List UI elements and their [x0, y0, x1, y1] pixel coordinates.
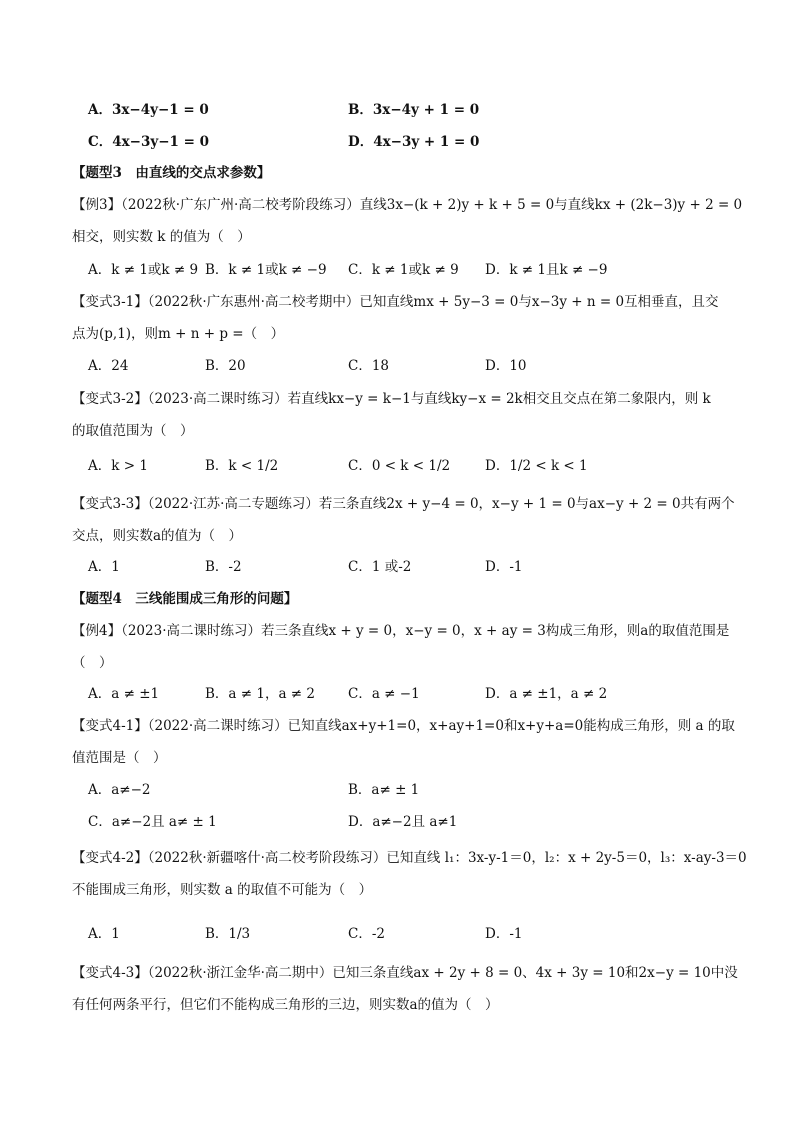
question-text: 不能围成三角形，则实数 a 的取值不可能为（ ）: [72, 882, 373, 898]
question-text: 【变式4-3】（2022秋·浙江金华·高二期中）已知三条直线ax + 2y + 8 = 0、4x + 3y = 10和2x−y = 10中没: [72, 965, 738, 981]
question-text: 【例4】（2023·高二课时练习）若三条直线x + y = 0，x−y = 0，x + ay = 3构成三角形，则a的取值范围是: [72, 623, 730, 639]
option-c[interactable]: C．4x−3y−1 = 0: [88, 134, 210, 150]
option-c[interactable]: C．k ≠ 1或k ≠ 9: [348, 262, 459, 278]
question-text: 【变式3-3】（2022·江苏·高二专题练习）若三条直线2x + y−4 = 0，x−y + 1 = 0与ax−y + 2 = 0共有两个: [72, 496, 735, 512]
question-text: 相交，则实数 k 的值为（ ）: [72, 229, 251, 245]
option-b[interactable]: B．1/3: [205, 926, 251, 942]
option-c[interactable]: C．-2: [348, 926, 385, 942]
option-a[interactable]: A．3x−4y−1 = 0: [88, 102, 209, 118]
option-a[interactable]: A．24: [88, 358, 129, 374]
section-title-4: 【题型4 三线能围成三角形的问题】: [72, 591, 298, 607]
option-c[interactable]: C．18: [348, 358, 390, 374]
option-d[interactable]: D．10: [485, 358, 527, 374]
option-a[interactable]: A．a≠−2: [88, 782, 151, 798]
option-b[interactable]: B．k ≠ 1或k ≠ −9: [205, 262, 327, 278]
option-b[interactable]: B．a ≠ 1，a ≠ 2: [205, 686, 315, 702]
option-d[interactable]: D．a ≠ ±1，a ≠ 2: [485, 686, 608, 702]
question-text: 有任何两条平行，但它们不能构成三角形的三边，则实数a的值为（ ）: [72, 997, 499, 1013]
option-b[interactable]: B．k < 1/2: [205, 458, 279, 474]
option-d[interactable]: D．a≠−2且 a≠1: [348, 814, 458, 830]
option-d[interactable]: D．k ≠ 1且k ≠ −9: [485, 262, 608, 278]
question-text: 【例3】（2022秋·广东广州·高二校考阶段练习）直线3x−(k + 2)y + k + 5 = 0与直线kx + (2k−3)y + 2 = 0: [72, 197, 743, 213]
option-b[interactable]: B．3x−4y + 1 = 0: [348, 102, 480, 118]
option-a[interactable]: A．k > 1: [88, 458, 148, 474]
section-title-3: 【题型3 由直线的交点求参数】: [72, 165, 271, 181]
option-b[interactable]: B．20: [205, 358, 246, 374]
option-b[interactable]: B．-2: [205, 559, 242, 575]
option-d[interactable]: D．1/2 < k < 1: [485, 458, 588, 474]
question-text: 【变式4-1】（2022·高二课时练习）已知直线ax+y+1=0，x+ay+1=0和x+y+a=0能构成三角形，则 a 的取: [72, 718, 735, 734]
option-c[interactable]: C．1 或-2: [348, 559, 412, 575]
question-text: 【变式3-1】（2022秋·广东惠州·高二校考期中）已知直线mx + 5y−3 = 0与x−3y + n = 0互相垂直，且交: [72, 294, 719, 310]
question-text: 【变式3-2】（2023·高二课时练习）若直线kx−y = k−1与直线ky−x = 2k相交且交点在第二象限内，则 k: [72, 391, 711, 407]
option-a[interactable]: A．k ≠ 1或k ≠ 9: [88, 262, 199, 278]
question-text: 值范围是（ ）: [72, 750, 167, 766]
option-c[interactable]: C．0 < k < 1/2: [348, 458, 451, 474]
option-d[interactable]: D．4x−3y + 1 = 0: [348, 134, 480, 150]
question-text: 点为(p,1)，则m + n + p =（ ）: [72, 326, 285, 342]
option-d[interactable]: D．-1: [485, 559, 523, 575]
option-b[interactable]: B．a≠ ± 1: [348, 782, 420, 798]
question-text: 的取值范围为（ ）: [72, 423, 194, 439]
option-a[interactable]: A．1: [88, 559, 120, 575]
option-c[interactable]: C．a ≠ −1: [348, 686, 420, 702]
option-c[interactable]: C．a≠−2且 a≠ ± 1: [88, 814, 217, 830]
question-text: 【变式4-2】（2022秋·新疆喀什·高二校考阶段练习）已知直线 l₁：3x-y-1＝0，l₂：x + 2y-5＝0，l₃：x-ay-3＝0: [72, 850, 747, 866]
option-a[interactable]: A．a ≠ ±1: [88, 686, 160, 702]
question-text: 交点，则实数a的值为（ ）: [72, 528, 243, 544]
option-a[interactable]: A．1: [88, 926, 120, 942]
option-d[interactable]: D．-1: [485, 926, 523, 942]
question-text: （ ）: [72, 655, 113, 671]
